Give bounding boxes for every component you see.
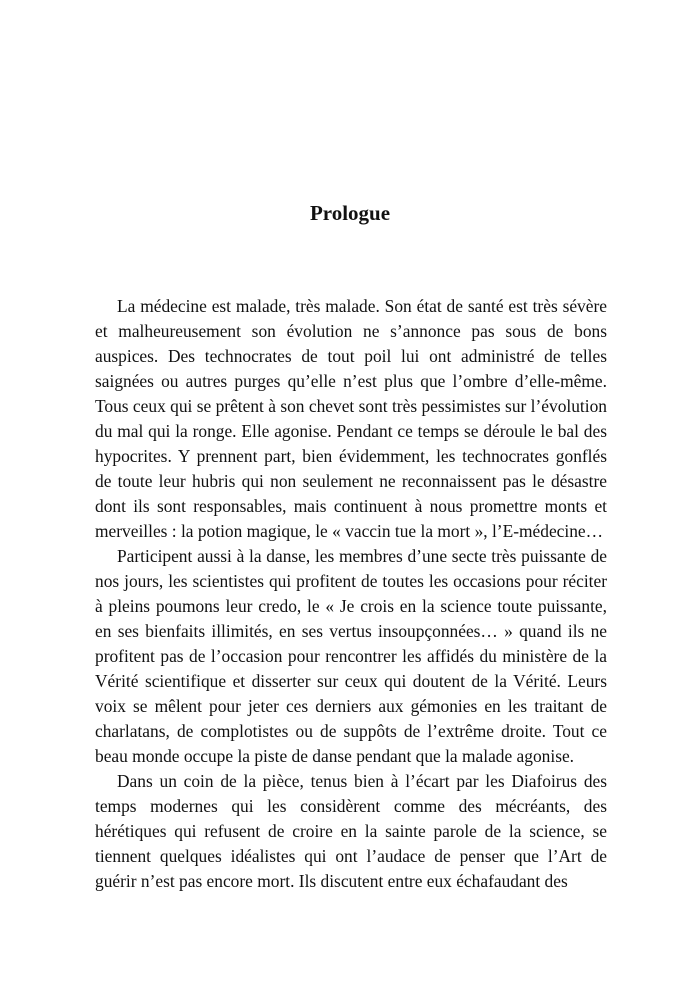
paragraph: Dans un coin de la pièce, tenus bien à l’écart par les Diafoirus des temps modernes qui les considèrent comme des mécréants, des hérétiques qui refusent de croire en la sainte parole de la science, se tiennent quelques idéalistes qui ont l’audace de penser que l’Art de guérir n’est pas encore mort. Ils discutent entre eux échafaudant des [95,771,607,891]
paragraph: Participent aussi à la danse, les membres d’une secte très puissante de nos jours, les scientistes qui profitent de toutes les occasions pour réciter à pleins poumons leur credo, le « Je crois en la science toute puissante, en ses bienfaits illimités, en ses vertus insoupçonnées… » quand ils ne profitent pas de l’occasion pour rencontrer les affidés du ministère de la Vérité scientifique et disserter sur ceux qui doutent de la Vérité. Leurs voix se mêlent pour jeter ces derniers aux gémonies en les traitant de charlatans, de complotistes ou de suppôts de l’extrême droite. Tout ce beau monde occupe la piste de danse pendant que la malade agonise. [95,546,607,766]
page-title: Prologue [309,201,391,225]
body-text [95,294,607,894]
paragraph: La médecine est malade, très malade. Son état de santé est très sévère et malheureusement son évolution ne s’annonce pas sous de bons auspices. Des technocrates de tout poil lui ont administré de telles saignées ou autres purges qu’elle n’est plus que l’ombre d’elle-même. Tous ceux qui se prêtent à son chevet sont très pessimistes sur l’évolution du mal qui la ronge. Elle agonise. Pendant ce temps se déroule le bal des hypocrites. Y prennent part, bien évidemment, les technocrates gonflés de toute leur hubris qui non seulement ne reconnaissent pas le désastre dont ils sont responsables, mais continuent à nous promettre monts et merveilles : la potion magique, le « vaccin tue la mort », l’E-médecine… [95,296,607,541]
